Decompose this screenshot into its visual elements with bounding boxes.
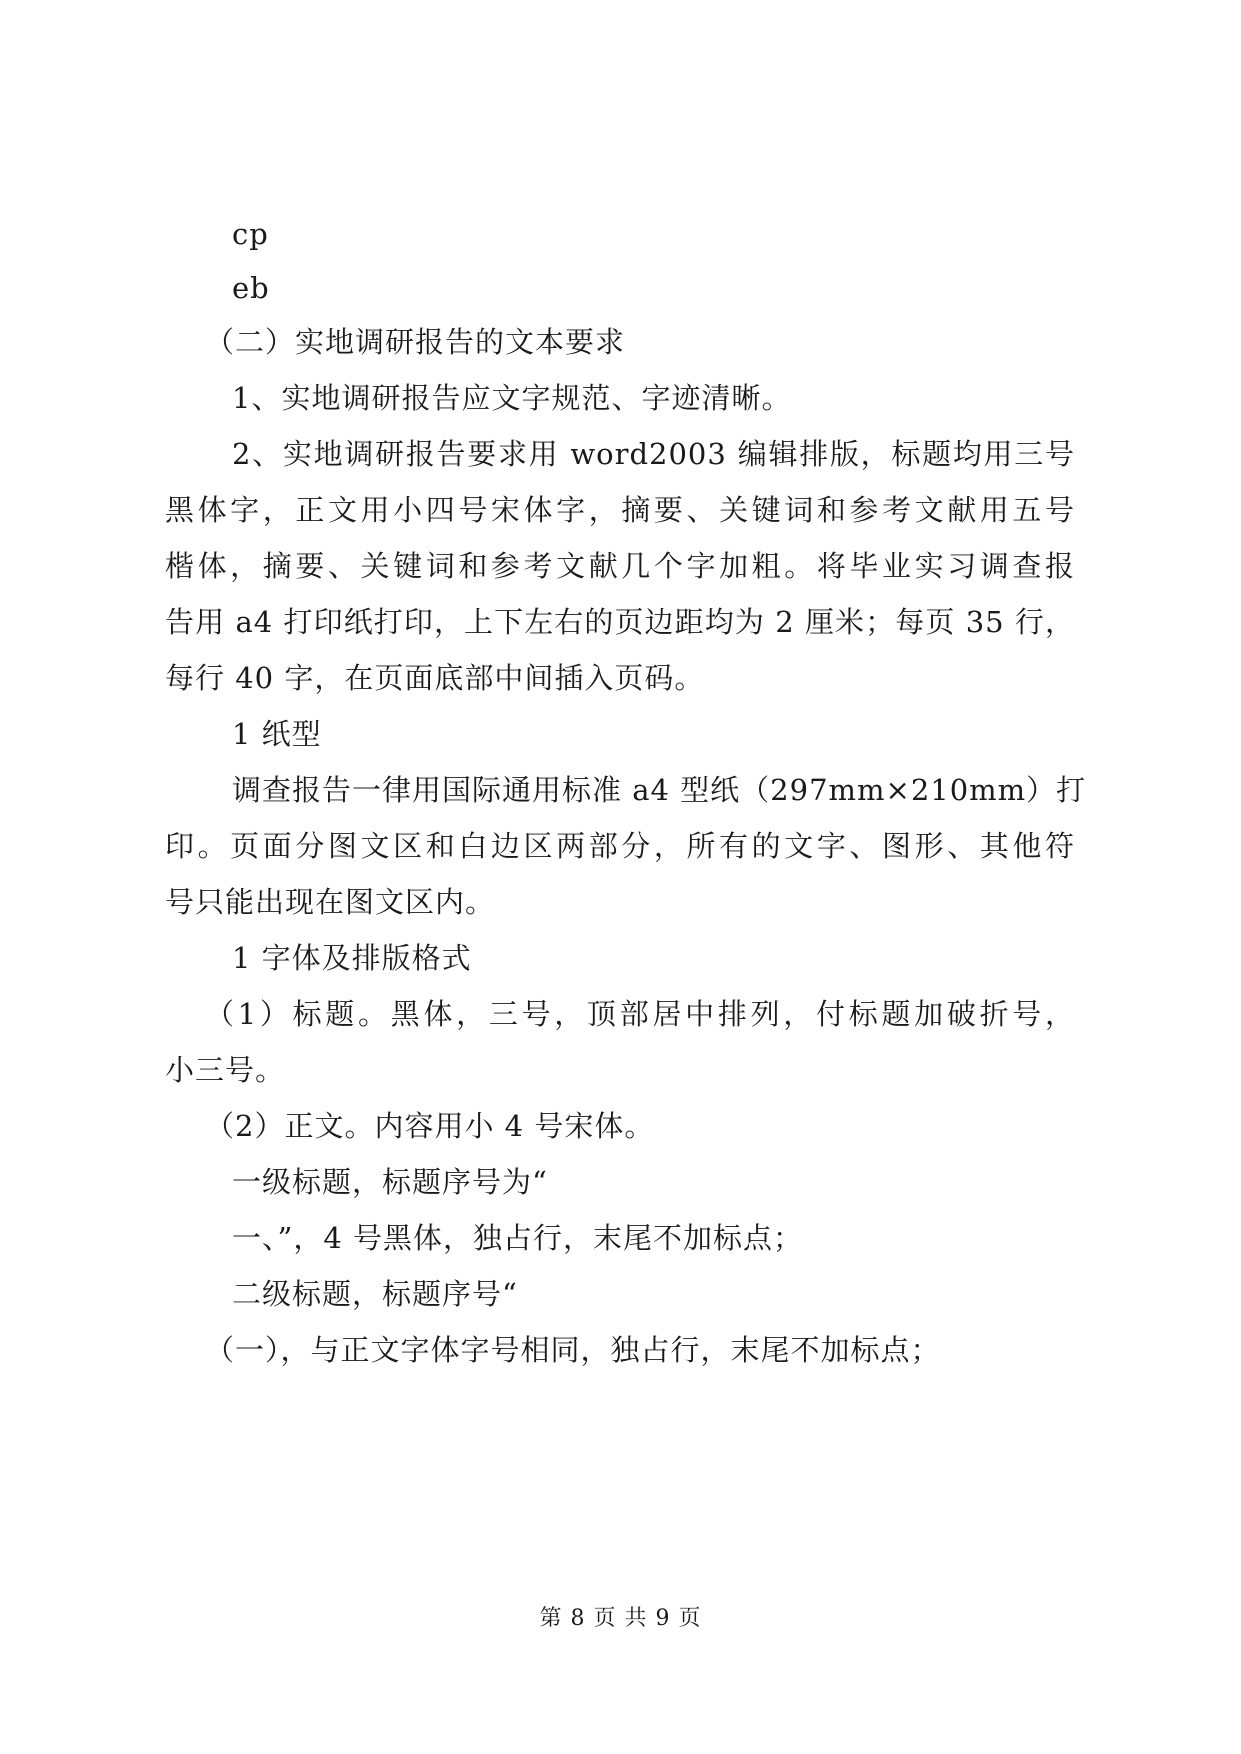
page-number-footer: 第 8 页 共 9 页 — [539, 1606, 702, 1631]
body-line: 二级标题，标题序号“ — [232, 1277, 518, 1311]
body-line: 印。页面分图文区和白边区两部分，所有的文字、图形、其他符 — [165, 829, 1075, 863]
body-line: 1、实地调研报告应文字规范、字迹清晰。 — [232, 381, 792, 415]
body-line: 2、实地调研报告要求用 word2003 编辑排版，标题均用三号 — [232, 437, 1075, 471]
subheading: 1 纸型 — [232, 717, 322, 751]
body-line: 楷体，摘要、关键词和参考文献几个字加粗。将毕业实习调查报 — [165, 549, 1075, 583]
body-line: （一），与正文字体字号相同，独占行，末尾不加标点； — [205, 1333, 941, 1367]
subheading: 1 字体及排版格式 — [232, 941, 472, 975]
body-line: 黑体字，正文用小四号宋体字，摘要、关键词和参考文献用五号 — [165, 493, 1075, 527]
section-heading: （二）实地调研报告的文本要求 — [205, 325, 626, 359]
body-line: 小三号。 — [165, 1053, 286, 1087]
body-line: eb — [232, 271, 270, 305]
body-line: 每行 40 字，在页面底部中间插入页码。 — [165, 661, 705, 695]
body-line: 一级标题，标题序号为“ — [232, 1165, 548, 1199]
body-line: （1）标题。黑体，三号，顶部居中排列，付标题加破折号， — [205, 997, 1075, 1031]
body-line: 告用 a4 打印纸打印，上下左右的页边距均为 2 厘米；每页 35 行， — [165, 605, 1075, 639]
body-line: 调查报告一律用国际通用标准 a4 型纸（297mm×210mm）打 — [232, 773, 1087, 807]
body-line: cp — [232, 217, 269, 251]
body-line: 号只能出现在图文区内。 — [165, 885, 496, 919]
body-line: （2）正文。内容用小 4 号宋体。 — [205, 1109, 655, 1143]
body-line: 一、”，4 号黑体，独占行，末尾不加标点； — [232, 1221, 803, 1255]
